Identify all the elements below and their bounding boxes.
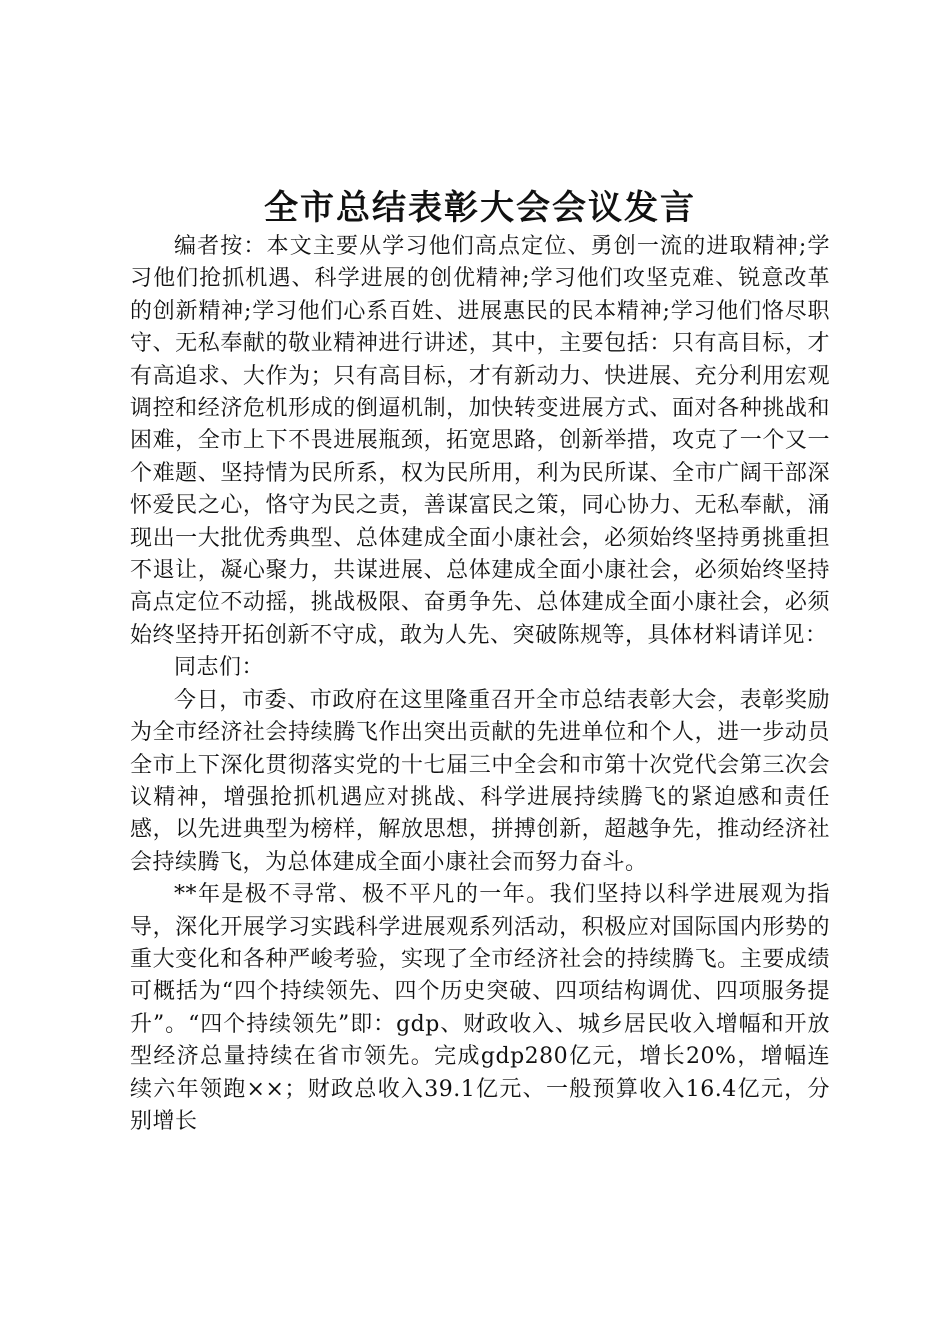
editor-note-paragraph: 编者按：本文主要从学习他们高点定位、勇创一流的进取精神;学习他们抢抓机遇、科学进展的创优精神;学习他们攻坚克难、锐意改革的创新精神;学习他们心系百姓、进展惠民的民本精神;学习他们恪尽职守、无私奉献的敬业精神进行讲述，其中，主要包括：只有高目标，才有高追求、大作为；只有高目标，才有新动力、快进展、充分利用宏观调控和经济危机形成的倒逼机制，加快转变进展方式、面对各种挑战和困难，全市上下不畏进展瓶颈，拓宽思路，创新举措，攻克了一个又一个难题、坚持情为民所系，权为民所用，利为民所谋、全市广阔干部深怀爱民之心，恪守为民之责，善谋富民之策，同心协力、无私奉献，涌现出一大批优秀典型、总体建成全面小康社会，必须始终坚持勇挑重担不退让，凝心聚力，共谋进展、总体建成全面小康社会，必须始终坚持高点定位不动摇，挑战极限、奋勇争先、总体建成全面小康社会，必须始终坚持开拓创新不守成，敢为人先、突破陈规等，具体材料请详见： [130,234,830,648]
opening-paragraph: 今日，市委、市政府在这里隆重召开全市总结表彰大会，表彰奖励为全市经济社会持续腾飞作出突出贡献的先进单位和个人，进一步动员全市上下深化贯彻落实党的十七届三中全会和市第十次党代会第三次会议精神，增强抢抓机遇应对挑战、科学进展持续腾飞的紧迫感和责任感，以先进典型为榜样，解放思想，拼搏创新，超越争先，推动经济社会持续腾飞，为总体建成全面小康社会而努力奋斗。 [130,687,830,875]
document-page [130,185,830,1138]
document-title: 全市总结表彰大会会议发言 [264,188,696,228]
salutation-paragraph: 同志们： [174,655,265,681]
achievements-paragraph: **年是极不寻常、极不平凡的一年。我们坚持以科学进展观为指导，深化开展学习实践科学进展观系列活动，积极应对国际国内形势的重大变化和各种严峻考验，实现了全市经济社会的持续腾飞。主要成绩可概括为“四个持续领先、四个历史突破、四项结构调优、四项服务提升”。“四个持续领先”即：gdp、财政收入、城乡居民收入增幅和开放型经济总量持续在省市领先。完成gdp280亿元，增长20%，增幅连续六年领跑××；财政总收入39.1亿元、一般预算收入16.4亿元，分别增长 [130,882,830,1134]
